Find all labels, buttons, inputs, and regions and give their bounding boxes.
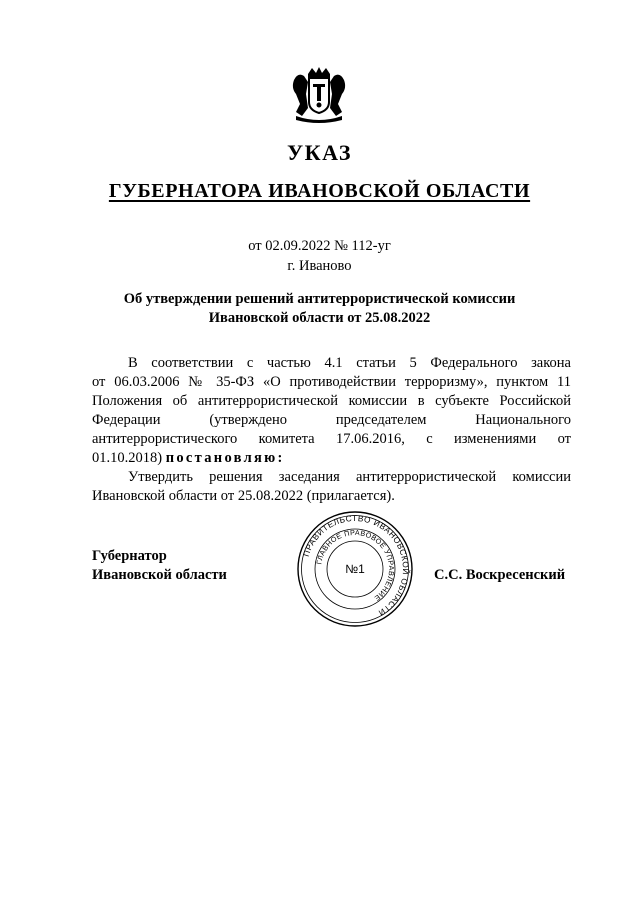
body-line — [92, 449, 571, 468]
decree-city: г. Иваново — [287, 258, 352, 274]
signatory-name: С.С. Воскресенский — [434, 567, 566, 583]
body-line: антитеррористического комитета 17.06.2016, с изменениями от — [92, 431, 571, 447]
signatory-position-line-1: Губернатор — [92, 548, 167, 564]
body-line: Утвердить решения заседания антитеррористической комиссии — [128, 469, 571, 485]
stamp-outer-text: ПРАВИТЕЛЬСТВО ИВАНОВСКОЙ ОБЛАСТИ — [301, 513, 411, 618]
stamp-inner-text: ГЛАВНОЕ ПРАВОВОЕ УПРАВЛЕНИЕ — [314, 527, 397, 604]
document-type-title: УКАЗ — [286, 140, 353, 165]
decree-subject-line-2: Ивановской области от 25.08.2022 — [208, 310, 431, 326]
stamp-number: №1 — [345, 562, 365, 576]
decree-subject-line-1: Об утверждении решений антитеррористической комиссии — [123, 291, 516, 307]
body-line: от 06.03.2006 № 35-ФЗ «О противодействии терроризму», пунктом 11 — [92, 374, 571, 390]
ivanovo-coat-of-arms-icon — [288, 64, 350, 126]
body-line: Федерации (утверждено председателем Национального — [92, 412, 571, 428]
signatory-position-line-2: Ивановской области — [92, 567, 227, 583]
issuer-title: ГУБЕРНАТОРА ИВАНОВСКОЙ ОБЛАСТИ — [108, 180, 531, 202]
decree-verb: постановляю: — [165, 450, 285, 466]
decree-date-number: от 02.09.2022 № 112-уг — [248, 238, 391, 254]
body-line: Положения об антитеррористической комиссии в субъекте Российской — [92, 393, 571, 409]
body-line-start: 01.10.2018) — [92, 450, 163, 466]
official-stamp — [296, 510, 414, 628]
body-line: В соответствии с частью 4.1 статьи 5 Федерального закона — [128, 355, 571, 371]
body-line: Ивановской области от 25.08.2022 (прилагается). — [92, 488, 395, 504]
